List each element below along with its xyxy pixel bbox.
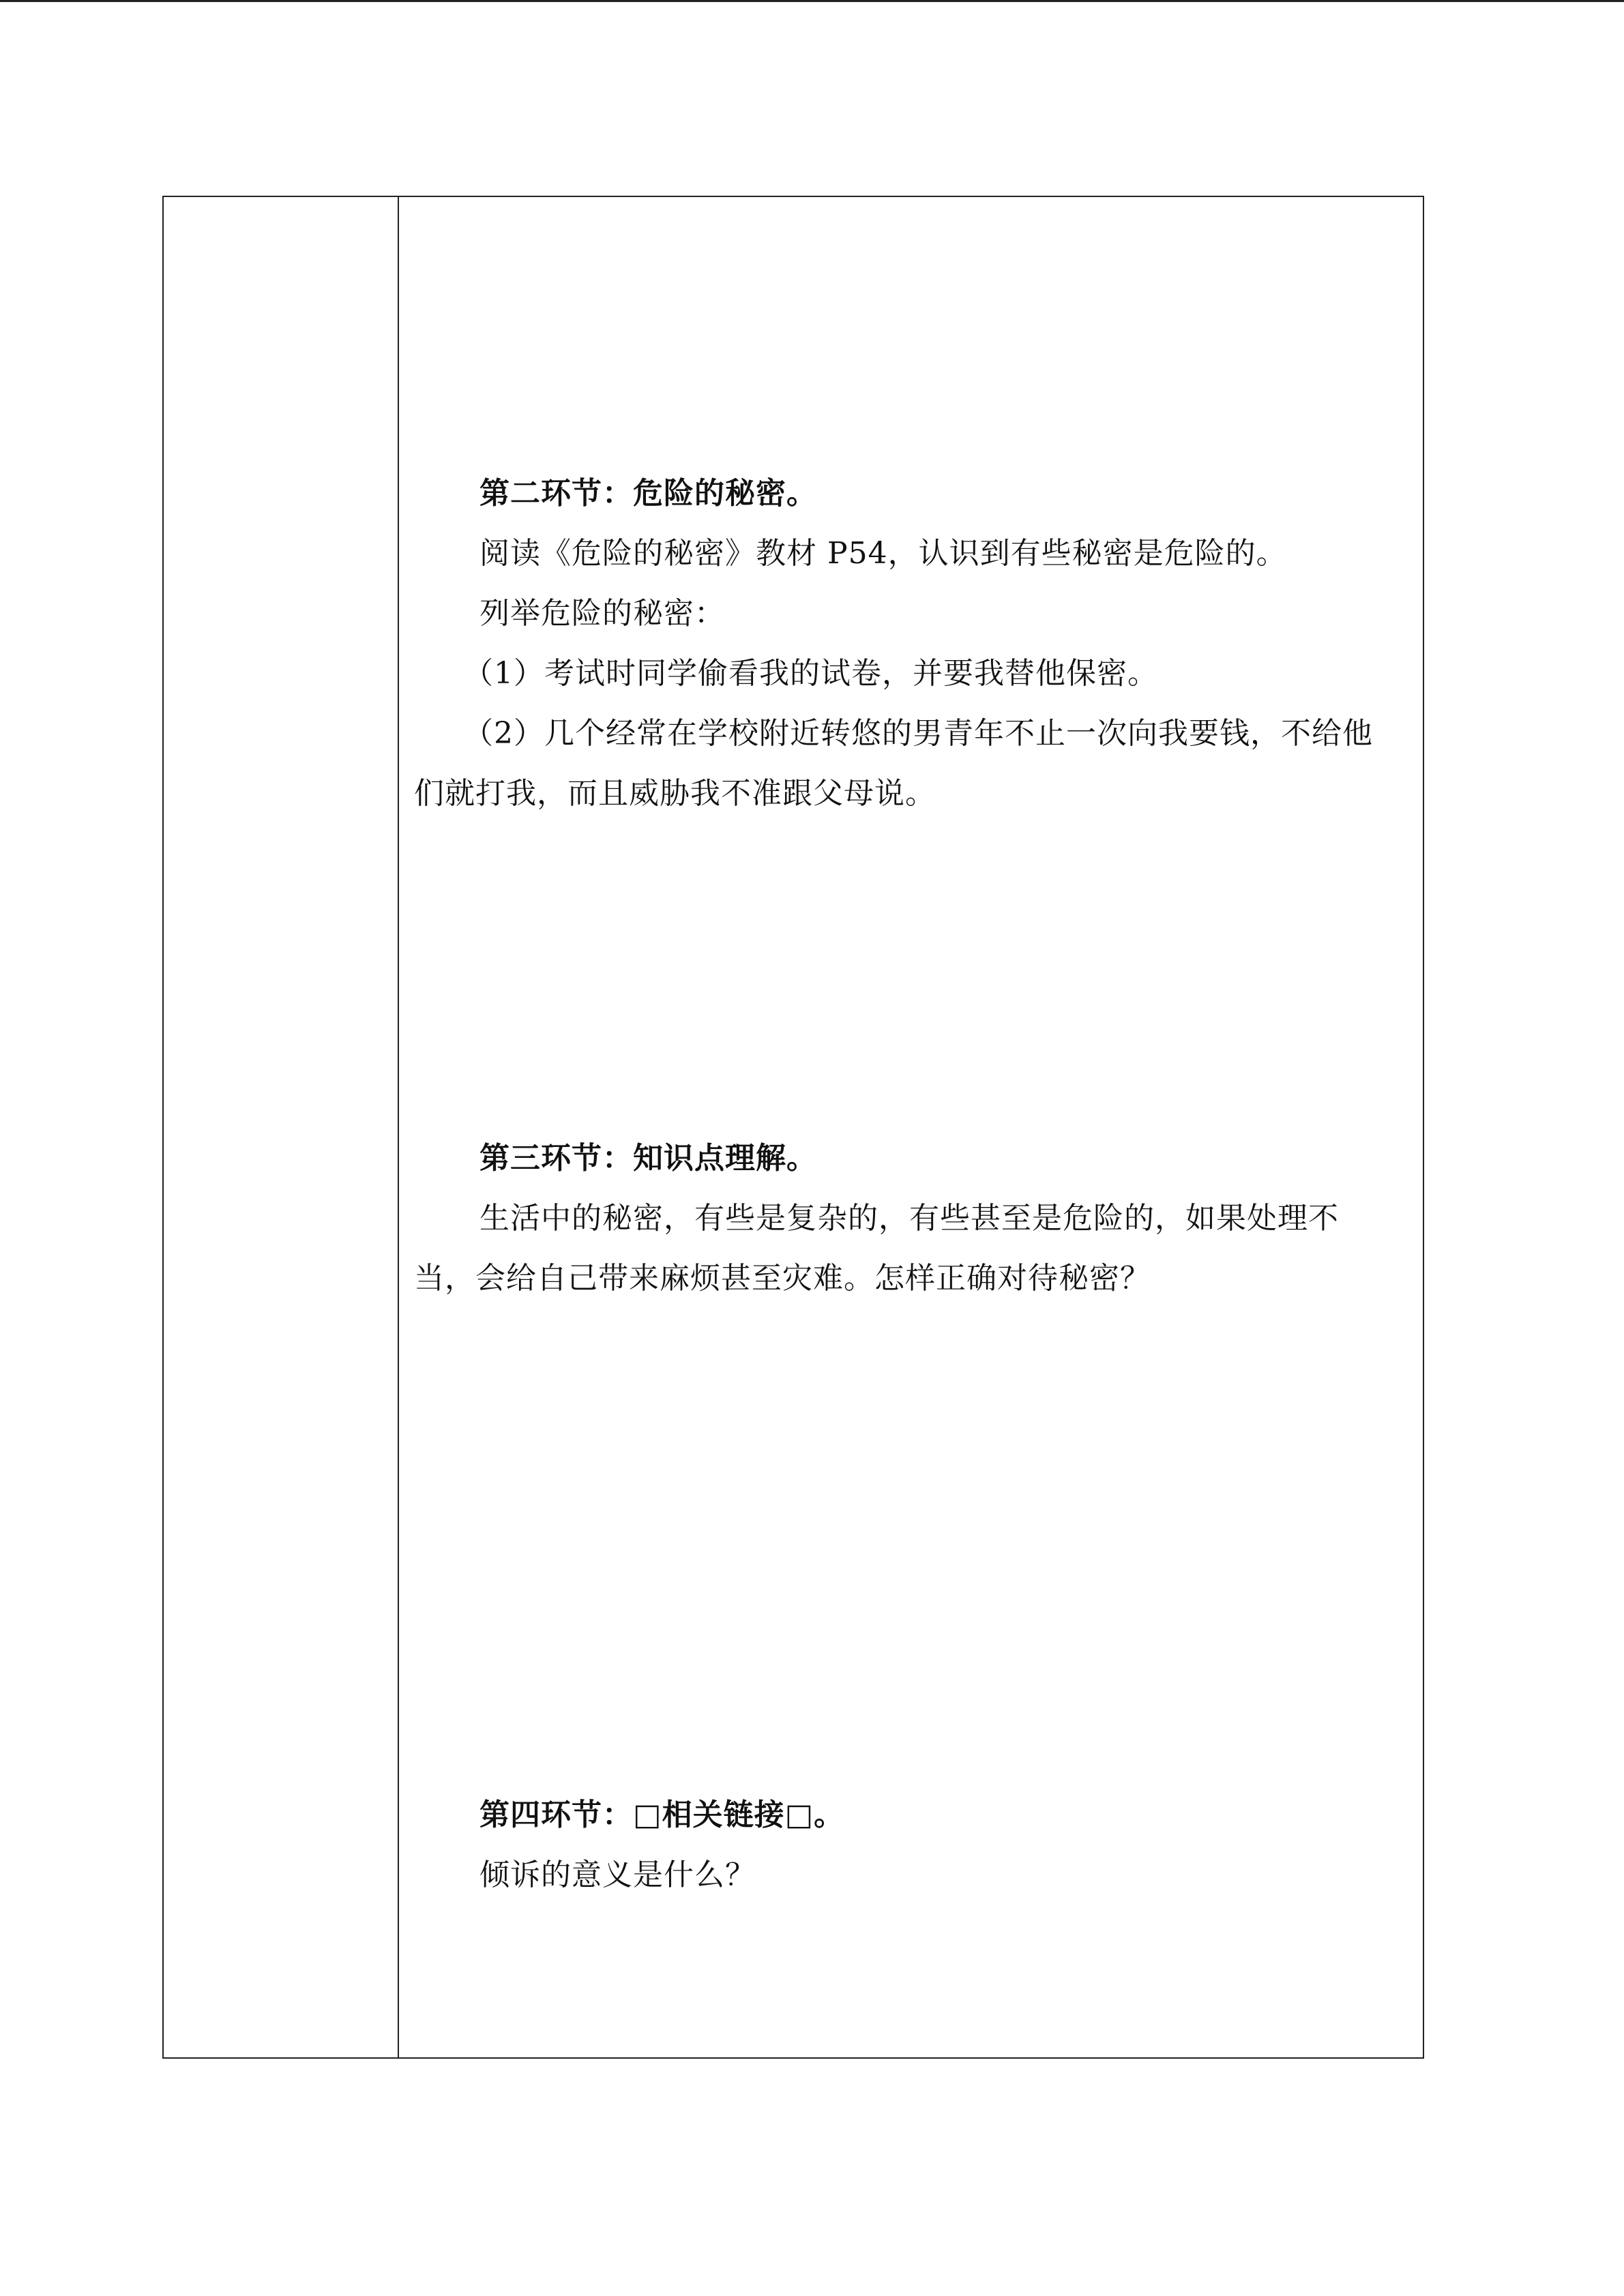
section-four: [399, 1785, 1423, 1905]
table-right-column: [399, 197, 1423, 2057]
section-two-paragraph-1: 阅读《危险的秘密》教材 P54，认识到有些秘密是危险的。: [479, 536, 1287, 571]
section-three: [399, 1129, 1423, 1309]
section-two-paragraph-2: 列举危险的秘密：: [479, 596, 725, 631]
section-four-paragraph-1: 倾诉的意义是什么？: [479, 1858, 756, 1892]
page-top-rule: [0, 0, 1624, 2]
lesson-table: [162, 196, 1424, 2059]
table-left-column: [164, 197, 399, 2057]
section-three-paragraph-1: 生活中的秘密，有些是复杂的，有些甚至是危险的，如果处理不当，会给自己带来麻烦甚至灾难。怎样正确对待秘密？: [414, 1201, 1339, 1296]
section-two-item-2: （2）几个经常在学校附近转悠的男青年不止一次向我要钱，不给他们就打我，而且威胁我不准跟父母说。: [414, 716, 1373, 811]
section-four-heading: 第四环节：□相关链接□。: [479, 1798, 845, 1832]
section-two-item-1: （1）考试时同学偷看我的试卷，并要我替他保密。: [463, 656, 1158, 691]
section-three-heading: 第三环节：知识点理解。: [479, 1141, 817, 1176]
section-two: [399, 464, 1423, 824]
section-two-heading: 第二环节：危险的秘密。: [479, 476, 817, 511]
